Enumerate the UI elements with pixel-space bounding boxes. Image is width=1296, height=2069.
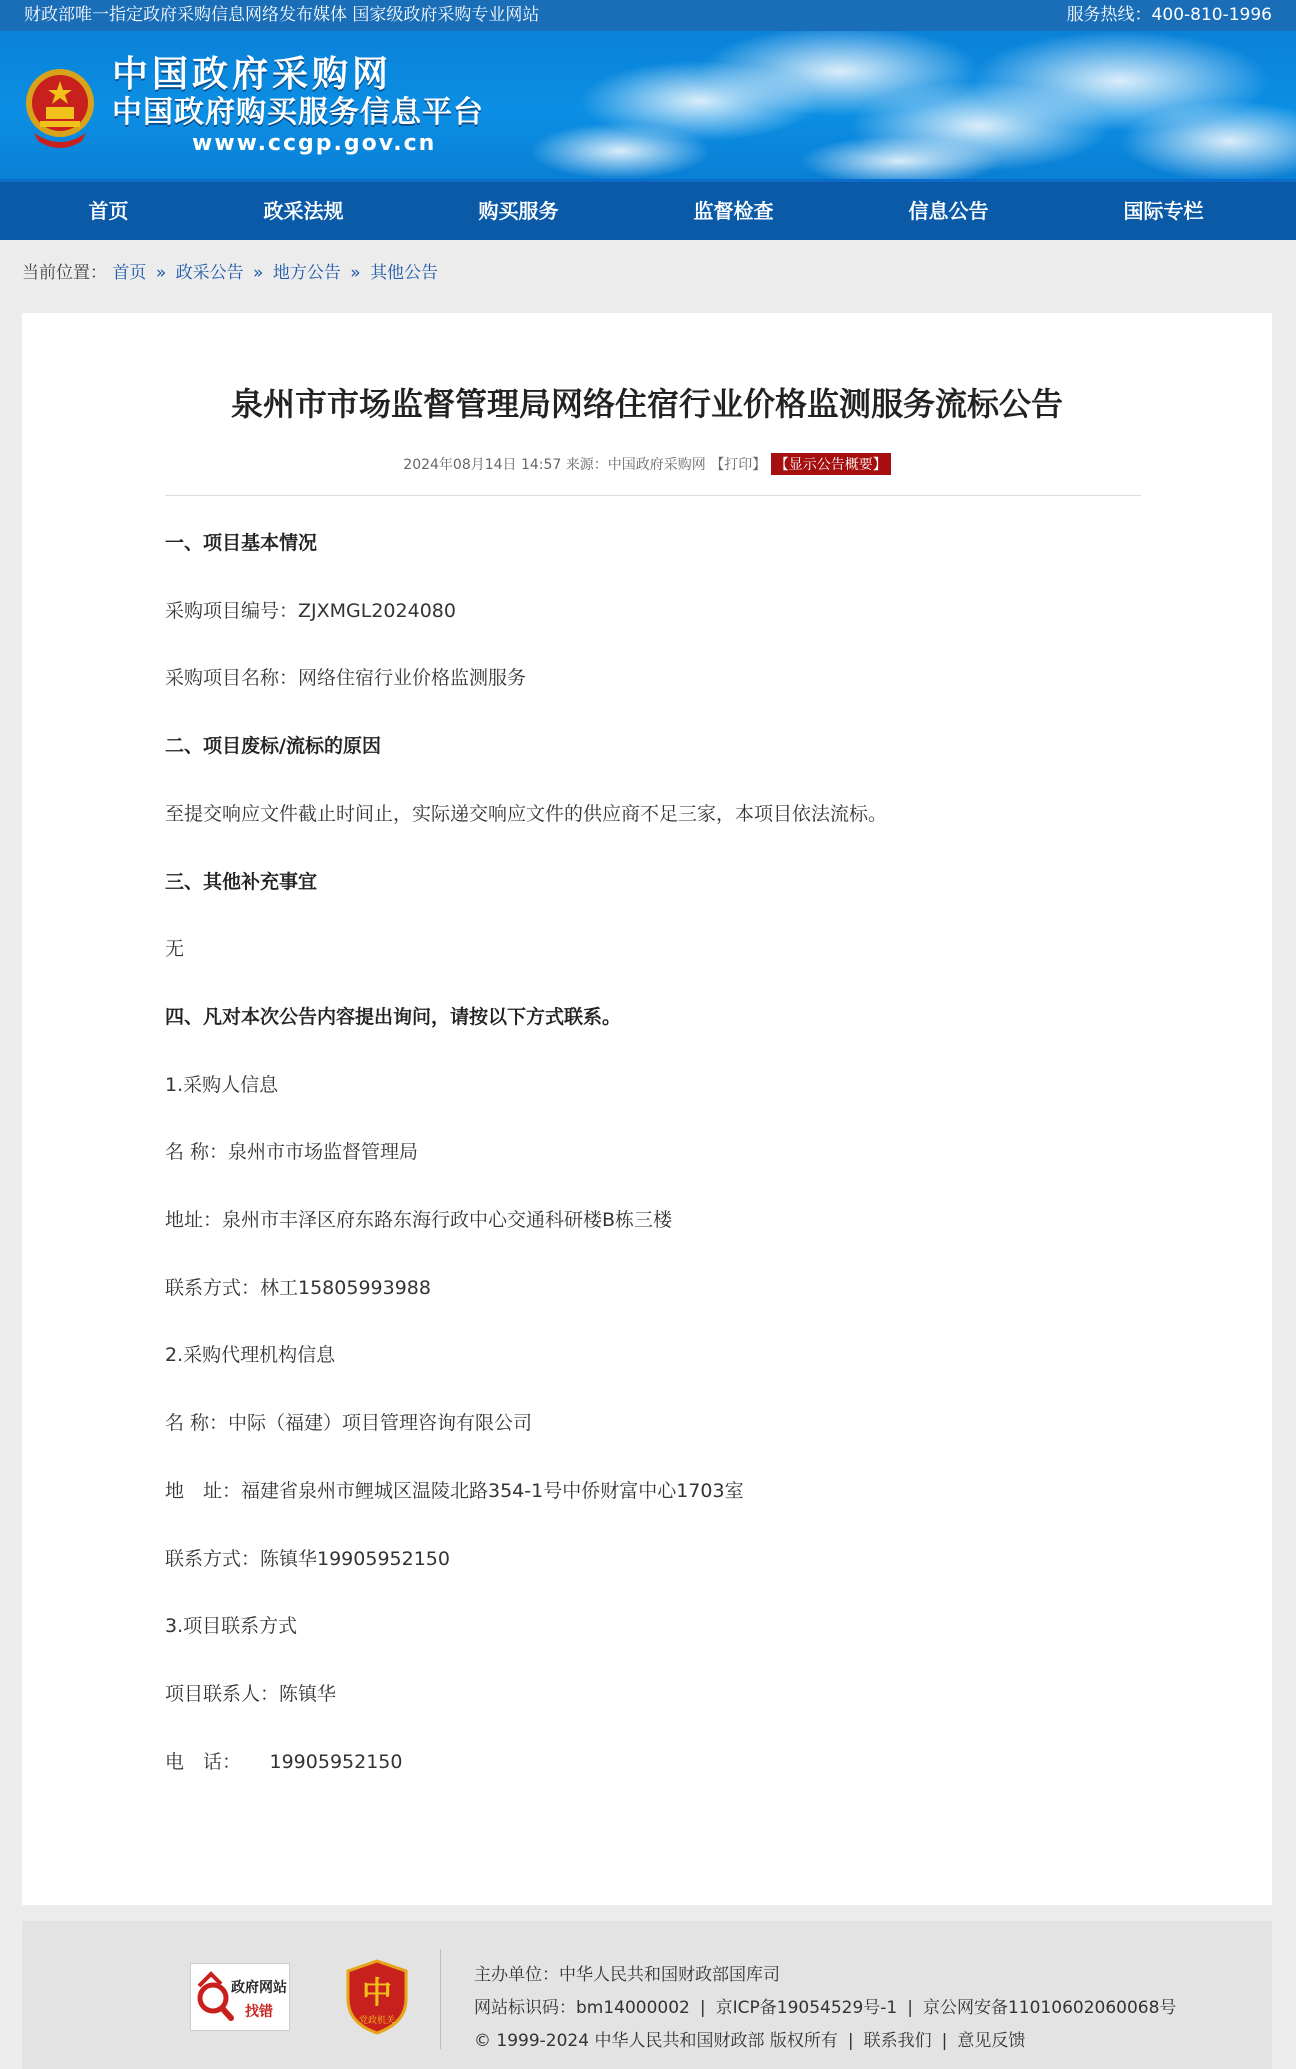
footer-info: 主办单位：中华人民共和国财政部国库司 网站标识码：bm14000002 | 京ICP备19054529号-1 | 京公网安备11010602060068号 © 1999-2024 中华人民共和国财政部 版权所有 | 联系我们 | 意见反馈	[474, 1959, 1176, 2058]
badge-line1: 政府网站	[231, 1980, 287, 1996]
article-paragraph: 名 称：中际（福建）项目管理咨询有限公司	[165, 1412, 533, 1434]
show-summary-button[interactable]: 【显示公告概要】	[771, 453, 891, 475]
nav-announcements[interactable]: 信息公告	[908, 199, 989, 223]
breadcrumb-other-announcements[interactable]: 其他公告	[370, 263, 439, 283]
nav-regulations[interactable]: 政采法规	[263, 199, 344, 223]
article-paragraph: 采购项目名称：网络住宿行业价格监测服务	[165, 667, 527, 689]
top-bar-slogan: 财政部唯一指定政府采购信息网络发布媒体 国家级政府采购专业网站	[24, 5, 540, 25]
print-link[interactable]: 【打印】	[710, 457, 767, 473]
nav-supervision[interactable]: 监督检查	[693, 199, 774, 223]
article-meta	[22, 453, 1272, 475]
article-paragraph: 项目联系人：陈镇华	[165, 1683, 337, 1705]
nav-home[interactable]: 首页	[88, 199, 129, 223]
article-paragraph: 无	[165, 938, 185, 960]
service-hotline: 服务热线：400-810-1996	[1066, 5, 1272, 25]
article-paragraph: 地 址：福建省泉州市鲤城区温陵北路354-1号中侨财富中心1703室	[165, 1480, 744, 1502]
svg-text:中: 中	[362, 1976, 392, 2011]
footer-divider	[440, 1949, 441, 2049]
party-gov-organ-badge[interactable]	[344, 1959, 410, 2035]
site-name: 中国政府采购网	[112, 54, 393, 95]
section-heading: 一、项目基本情况	[165, 532, 318, 554]
nav-international[interactable]: 国际专栏	[1123, 199, 1204, 223]
nav-purchase-services[interactable]: 购买服务	[478, 199, 559, 223]
article-paragraph: 电 话： 19905952150	[165, 1751, 403, 1773]
footer-icp-link[interactable]: 京ICP备19054529号-1	[715, 1998, 898, 2018]
badge-line2: 找错	[245, 2004, 273, 2020]
title-divider	[165, 495, 1141, 496]
site-logo[interactable]	[22, 55, 484, 157]
footer-sponsor: 主办单位：中华人民共和国财政部国库司	[474, 1965, 780, 1985]
article-paragraph: 联系方式：陈镇华19905952150	[165, 1548, 450, 1570]
publish-info: 2024年08月14日 14:57 来源：中国政府采购网	[403, 457, 711, 473]
article-paragraph: 1.采购人信息	[165, 1074, 279, 1096]
breadcrumb-local-announcements[interactable]: 地方公告	[272, 263, 341, 283]
top-bar	[0, 0, 1296, 31]
section-heading: 二、项目废标/流标的原因	[165, 735, 381, 757]
article-paragraph: 联系方式：林工15805993988	[165, 1277, 431, 1299]
site-header	[0, 31, 1296, 179]
section-heading: 三、其他补充事宜	[165, 871, 318, 893]
breadcrumb-gov-announcements[interactable]: 政采公告	[175, 263, 244, 283]
section-heading: 四、凡对本次公告内容提出询问，请按以下方式联系。	[165, 1006, 622, 1028]
breadcrumb-separator: »	[350, 263, 361, 283]
footer-feedback-link[interactable]: 意见反馈	[957, 2031, 1026, 2051]
main-nav	[0, 179, 1296, 240]
breadcrumb-prefix: 当前位置：	[22, 263, 107, 283]
party-gov-organ-icon	[344, 1959, 410, 2035]
article-panel	[22, 313, 1272, 1905]
footer-police-link[interactable]: 京公网安备11010602060068号	[922, 1998, 1177, 2018]
article-paragraph: 名 称：泉州市市场监督管理局	[165, 1141, 419, 1163]
magnifier-icon	[191, 1964, 291, 2032]
article-paragraph: 采购项目编号：ZJXMGL2024080	[165, 600, 456, 622]
article-paragraph: 3.项目联系方式	[165, 1615, 298, 1637]
breadcrumb-home[interactable]: 首页	[112, 263, 147, 283]
badge2-label: 党政机关	[358, 2016, 396, 2026]
site-domain: www.ccgp.gov.cn	[192, 131, 437, 156]
footer-copyright: © 1999-2024 中华人民共和国财政部 版权所有	[474, 2031, 838, 2051]
site-footer	[22, 1921, 1272, 2069]
footer-site-id: 网站标识码：bm14000002	[474, 1998, 690, 2018]
breadcrumb-separator: »	[155, 263, 167, 283]
article-paragraph: 2.采购代理机构信息	[165, 1344, 336, 1366]
article-paragraph: 地址：泉州市丰泽区府东路东海行政中心交通科研楼B栋三楼	[165, 1209, 673, 1231]
gov-site-error-report-badge[interactable]	[190, 1963, 290, 2031]
breadcrumb-separator: »	[253, 263, 264, 283]
national-emblem-icon	[22, 63, 98, 149]
platform-name: 中国政府购买服务信息平台	[112, 95, 484, 130]
article-title: 泉州市市场监督管理局网络住宿行业价格监测服务流标公告	[230, 385, 1063, 423]
breadcrumb	[0, 240, 1296, 306]
article-paragraph: 至提交响应文件截止时间止，实际递交响应文件的供应商不足三家，本项目依法流标。	[165, 803, 888, 825]
footer-contact-link[interactable]: 联系我们	[863, 2031, 932, 2051]
